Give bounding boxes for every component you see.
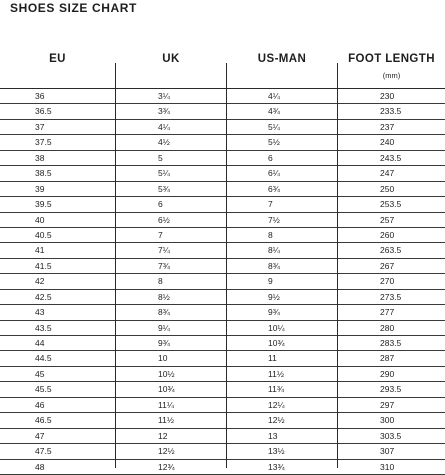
cell-eu: 38.5 xyxy=(35,168,52,179)
table-row xyxy=(0,305,445,320)
cell-uk: 8 xyxy=(158,276,163,287)
table-row xyxy=(0,243,445,258)
table-row xyxy=(0,290,445,305)
cell-uk: 7¼ xyxy=(158,245,170,256)
cell-us-man: 6 xyxy=(268,152,273,163)
cell-foot-length: 307 xyxy=(380,446,395,457)
cell-us-man: 4¾ xyxy=(268,106,280,117)
cell-uk: 8¾ xyxy=(158,307,170,318)
table-row xyxy=(0,336,445,351)
cell-eu: 37.5 xyxy=(35,137,52,148)
table-row xyxy=(0,367,445,382)
cell-foot-length: 293.5 xyxy=(380,384,402,395)
cell-foot-length: 310 xyxy=(380,461,395,472)
cell-us-man: 7 xyxy=(268,199,273,210)
cell-foot-length: 270 xyxy=(380,276,395,287)
cell-foot-length: 233.5 xyxy=(380,106,402,117)
cell-us-man: 12¼ xyxy=(268,399,285,410)
cell-uk: 12 xyxy=(158,430,168,441)
cell-us-man: 9 xyxy=(268,276,273,287)
cell-uk: 4¼ xyxy=(158,121,170,132)
cell-uk: 6 xyxy=(158,199,163,210)
cell-us-man: 9¾ xyxy=(268,307,280,318)
chart-title: SHOES SIZE CHART xyxy=(10,1,137,15)
cell-us-man: 8¼ xyxy=(268,245,280,256)
cell-uk: 10½ xyxy=(158,368,175,379)
table-row xyxy=(0,429,445,444)
table-row xyxy=(0,398,445,413)
cell-us-man: 10¾ xyxy=(268,338,285,348)
cell-eu: 40.5 xyxy=(35,229,52,240)
table-row xyxy=(0,104,445,119)
cell-foot-length: 303.5 xyxy=(380,430,402,441)
cell-eu: 39.5 xyxy=(35,199,52,210)
header-uk: UK xyxy=(162,53,180,65)
cell-uk: 5¼ xyxy=(158,168,170,179)
table-row xyxy=(0,166,445,181)
cell-us-man: 11½ xyxy=(268,368,284,379)
cell-eu: 43 xyxy=(35,307,45,318)
cell-uk: 11¼ xyxy=(158,399,174,410)
table-row xyxy=(0,413,445,428)
cell-eu: 42 xyxy=(35,276,45,287)
table-body xyxy=(0,89,445,475)
table-row xyxy=(0,382,445,397)
cell-foot-length: 253.5 xyxy=(380,199,402,210)
cell-foot-length: 277 xyxy=(380,307,395,318)
table-row xyxy=(0,444,445,459)
table-row xyxy=(0,259,445,274)
header-foot-length-unit: (mm) xyxy=(382,71,401,80)
cell-eu: 45 xyxy=(35,368,45,379)
table-row xyxy=(0,351,445,366)
table-row xyxy=(0,197,445,212)
cell-uk: 10 xyxy=(158,353,168,364)
cell-uk: 12½ xyxy=(158,446,175,457)
cell-foot-length: 263.5 xyxy=(380,245,402,256)
cell-uk: 9¾ xyxy=(158,338,170,348)
cell-us-man: 5¼ xyxy=(268,121,280,132)
table-row xyxy=(0,151,445,166)
cell-foot-length: 287 xyxy=(380,353,395,364)
cell-us-man: 7½ xyxy=(268,214,280,225)
cell-uk: 5 xyxy=(158,152,163,163)
cell-us-man: 9½ xyxy=(268,291,280,302)
cell-foot-length: 267 xyxy=(380,260,395,271)
table-row xyxy=(0,135,445,150)
cell-foot-length: 240 xyxy=(380,137,395,148)
cell-foot-length: 257 xyxy=(380,214,395,225)
cell-uk: 8½ xyxy=(158,291,170,302)
table-row xyxy=(0,228,445,243)
column-divider xyxy=(337,63,338,468)
cell-eu: 36.5 xyxy=(35,106,52,117)
cell-eu: 48 xyxy=(35,461,45,472)
cell-uk: 6½ xyxy=(158,214,170,225)
cell-uk: 7 xyxy=(158,229,163,240)
cell-uk: 12¾ xyxy=(158,461,175,472)
cell-us-man: 11 xyxy=(268,353,277,364)
cell-eu: 36 xyxy=(35,91,45,101)
table-row xyxy=(0,213,445,228)
cell-foot-length: 273.5 xyxy=(380,291,402,302)
cell-us-man: 8 xyxy=(268,229,273,240)
column-divider xyxy=(115,63,116,468)
table-header xyxy=(0,45,445,89)
cell-uk: 3¾ xyxy=(158,106,170,117)
cell-eu: 42.5 xyxy=(35,291,52,302)
cell-uk: 5¾ xyxy=(158,183,170,194)
cell-foot-length: 237 xyxy=(380,121,395,132)
table-row xyxy=(0,89,445,104)
cell-eu: 44.5 xyxy=(35,353,52,364)
cell-us-man: 8¾ xyxy=(268,260,280,271)
cell-eu: 47 xyxy=(35,430,45,441)
table-row xyxy=(0,460,445,475)
cell-us-man: 13 xyxy=(268,430,278,441)
cell-eu: 41.5 xyxy=(35,260,52,271)
cell-uk: 7¾ xyxy=(158,260,170,271)
cell-eu: 46 xyxy=(35,399,45,410)
header-eu: EU xyxy=(49,53,66,65)
cell-us-man: 6¼ xyxy=(268,168,280,179)
cell-foot-length: 300 xyxy=(380,415,395,426)
cell-us-man: 4¼ xyxy=(268,91,280,101)
cell-uk: 9¼ xyxy=(158,322,170,333)
column-divider xyxy=(226,63,227,468)
table-row xyxy=(0,321,445,336)
cell-foot-length: 243.5 xyxy=(380,152,402,163)
cell-us-man: 13¾ xyxy=(268,461,285,472)
cell-foot-length: 283.5 xyxy=(380,338,402,348)
cell-foot-length: 290 xyxy=(380,368,395,379)
cell-uk: 11½ xyxy=(158,415,174,426)
table-row xyxy=(0,274,445,289)
cell-uk: 3¼ xyxy=(158,91,170,101)
header-foot-length: FOOT LENGTH xyxy=(348,53,435,65)
cell-us-man: 13½ xyxy=(268,446,285,457)
cell-us-man: 5½ xyxy=(268,137,280,148)
cell-eu: 37 xyxy=(35,121,45,132)
cell-eu: 39 xyxy=(35,183,45,194)
header-us-man: US-MAN xyxy=(257,53,307,65)
cell-eu: 47.5 xyxy=(35,446,52,457)
cell-uk: 10¾ xyxy=(158,384,175,395)
cell-foot-length: 250 xyxy=(380,183,395,194)
cell-eu: 46.5 xyxy=(35,415,52,426)
cell-uk: 4½ xyxy=(158,137,170,148)
cell-foot-length: 247 xyxy=(380,168,395,179)
table-row xyxy=(0,120,445,135)
cell-us-man: 11¾ xyxy=(268,384,284,395)
cell-foot-length: 230 xyxy=(380,91,395,101)
cell-eu: 40 xyxy=(35,214,45,225)
cell-foot-length: 260 xyxy=(380,229,395,240)
table-row xyxy=(0,182,445,197)
cell-eu: 45.5 xyxy=(35,384,52,395)
cell-us-man: 6¾ xyxy=(268,183,280,194)
cell-us-man: 12½ xyxy=(268,415,285,426)
cell-foot-length: 297 xyxy=(380,399,395,410)
cell-eu: 44 xyxy=(35,338,45,348)
cell-us-man: 10¼ xyxy=(268,322,285,333)
cell-eu: 43.5 xyxy=(35,322,52,333)
cell-eu: 38 xyxy=(35,152,45,163)
size-chart-table xyxy=(0,45,445,475)
cell-foot-length: 280 xyxy=(380,322,395,333)
cell-eu: 41 xyxy=(35,245,45,256)
